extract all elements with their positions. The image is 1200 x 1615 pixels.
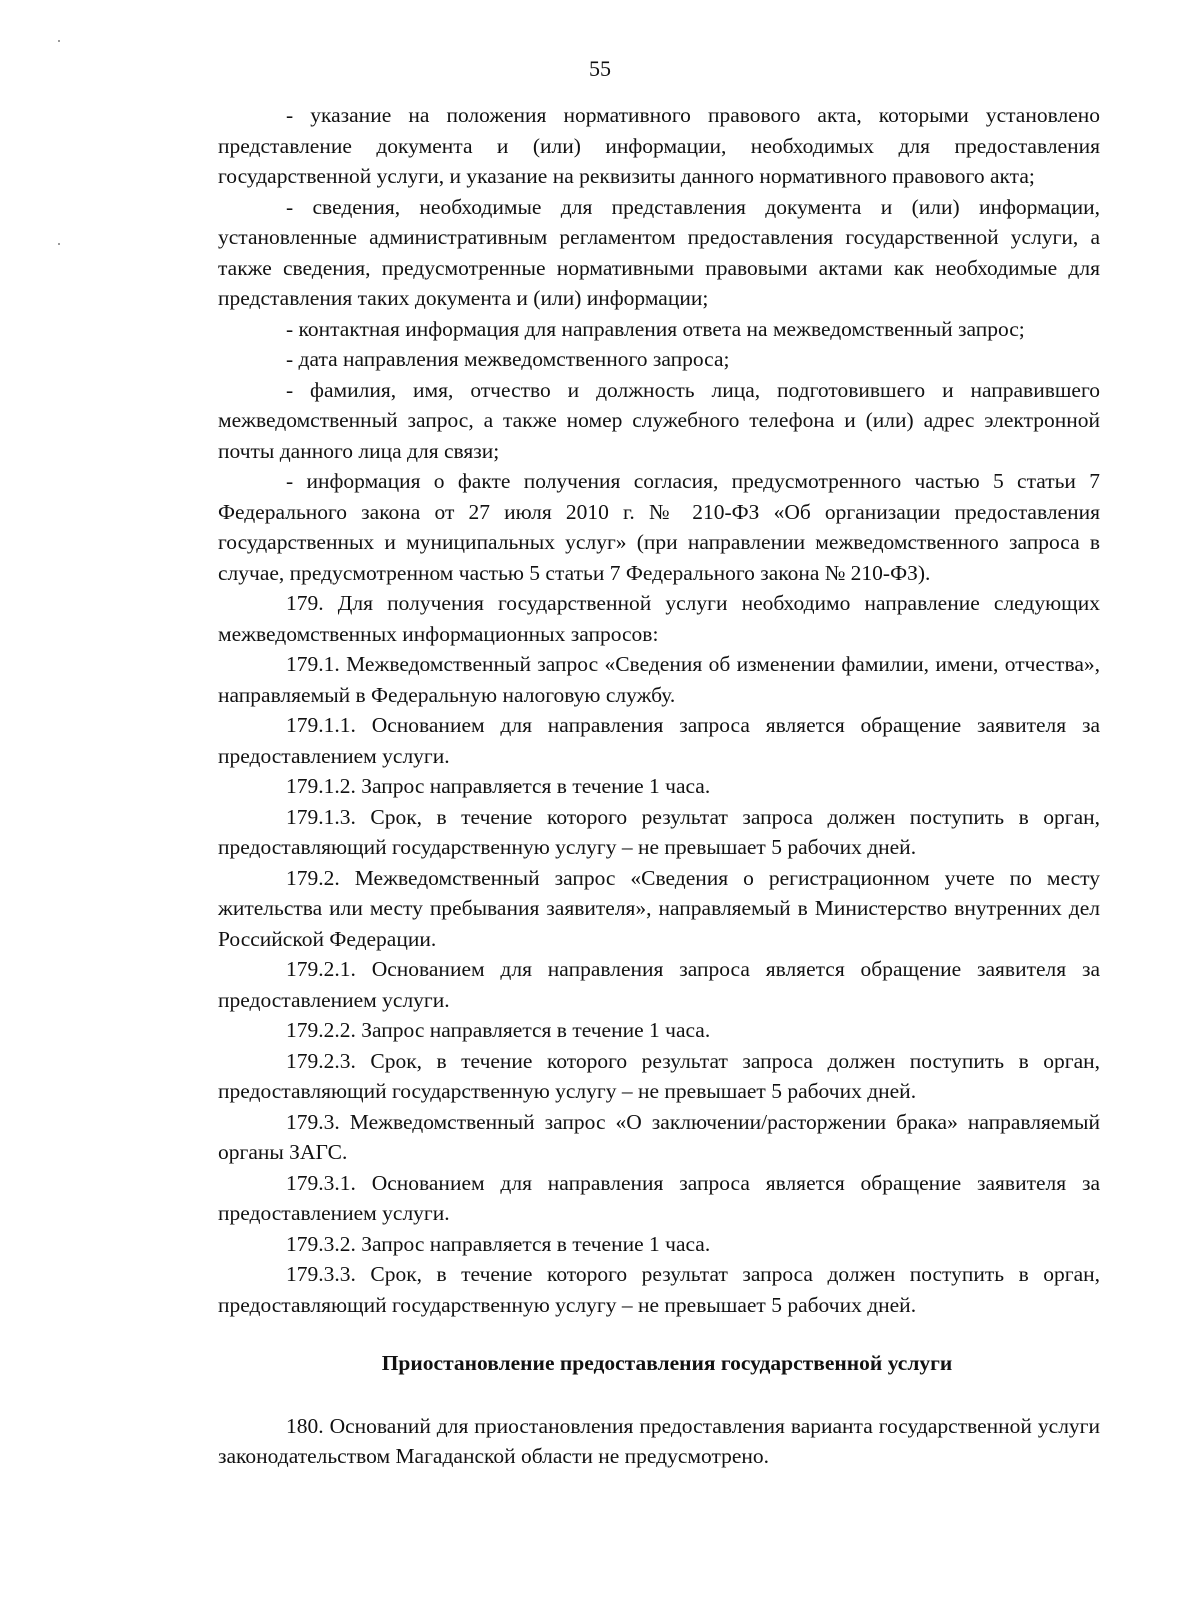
paragraph: 179.1.3. Срок, в течение которого результат запроса должен поступить в орган, предоставляющий государственную услугу – не превышает 5 рабочих дней.	[218, 804, 1100, 859]
paragraph: 179.3. Межведомственный запрос «О заключении/расторжении брака» направляемый органы ЗАГС.	[218, 1109, 1100, 1164]
scan-mark-middle	[58, 243, 60, 245]
paragraph: - указание на положения нормативного правового акта, которыми установлено представление документа и (или) информации, необходимых для предоставления государственной услуги, и указание на реквизиты данного нормативного правового акта;	[218, 103, 1100, 188]
page-number: 55	[589, 56, 611, 81]
paragraph: 179.2. Межведомственный запрос «Сведения о регистрационном учете по месту жительства или месту пребывания заявителя», направляемый в Министерство внутренних дел Российской Федерации.	[218, 865, 1100, 951]
paragraph: 179.1.1. Основанием для направления запроса является обращение заявителя за предоставлением услуги.	[218, 713, 1100, 768]
paragraph: - информация о факте получения согласия, предусмотренного частью 5 статьи 7 Федерального закона от 27 июля 2010 г. № 210-ФЗ «Об организации предоставления государственных и муниципальных услуг» (при направлении межведомственного запроса в случае, предусмотренном частью 5 статьи 7 Федерального закона № 210-ФЗ).	[218, 469, 1100, 585]
paragraph: 180. Оснований для приостановления предоставления варианта государственной услуги законодательством Магаданской области не предусмотрено.	[218, 1413, 1100, 1468]
paragraph: - фамилия, имя, отчество и должность лица, подготовившего и направившего межведомственный запрос, а также номер служебного телефона и (или) адрес электронной почты данного лица для связи;	[218, 377, 1100, 463]
document-body	[218, 100, 1100, 1472]
paragraph: - дата направления межведомственного запроса;	[286, 347, 730, 371]
paragraph: - контактная информация для направления ответа на межведомственный запрос;	[286, 316, 1025, 341]
paragraph: 179.1. Межведомственный запрос «Сведения об изменении фамилии, имени, отчества», направляемый в Федеральную налоговую службу.	[218, 652, 1100, 707]
paragraph: 179.3.1. Основанием для направления запроса является обращение заявителя за предоставлением услуги.	[218, 1170, 1100, 1225]
paragraph: - сведения, необходимые для представления документа и (или) информации, установленные административным регламентом предоставления государственной услуги, а также сведения, предусмотренные нормативными правовыми актами как необходимые для представления таких документа и (или) информации;	[218, 194, 1100, 310]
paragraph: 179.3.3. Срок, в течение которого результат запроса должен поступить в орган, предоставляющий государственную услугу – не превышает 5 рабочих дней.	[218, 1262, 1100, 1317]
paragraph: 179.2.2. Запрос направляется в течение 1 часа.	[286, 1018, 711, 1042]
scan-mark-top	[58, 40, 60, 42]
paragraph: 179.1.2. Запрос направляется в течение 1 часа.	[286, 774, 711, 798]
paragraph: 179.2.3. Срок, в течение которого результат запроса должен поступить в орган, предоставляющий государственную услугу – не превышает 5 рабочих дней.	[218, 1048, 1100, 1103]
section-heading: Приостановление предоставления государственной услуги	[381, 1351, 953, 1375]
paragraph: 179.3.2. Запрос направляется в течение 1 часа.	[286, 1231, 711, 1256]
paragraph: 179. Для получения государственной услуги необходимо направление следующих межведомственных информационных запросов:	[218, 591, 1100, 646]
paragraph: 179.2.1. Основанием для направления запроса является обращение заявителя за предоставлением услуги.	[218, 957, 1100, 1012]
